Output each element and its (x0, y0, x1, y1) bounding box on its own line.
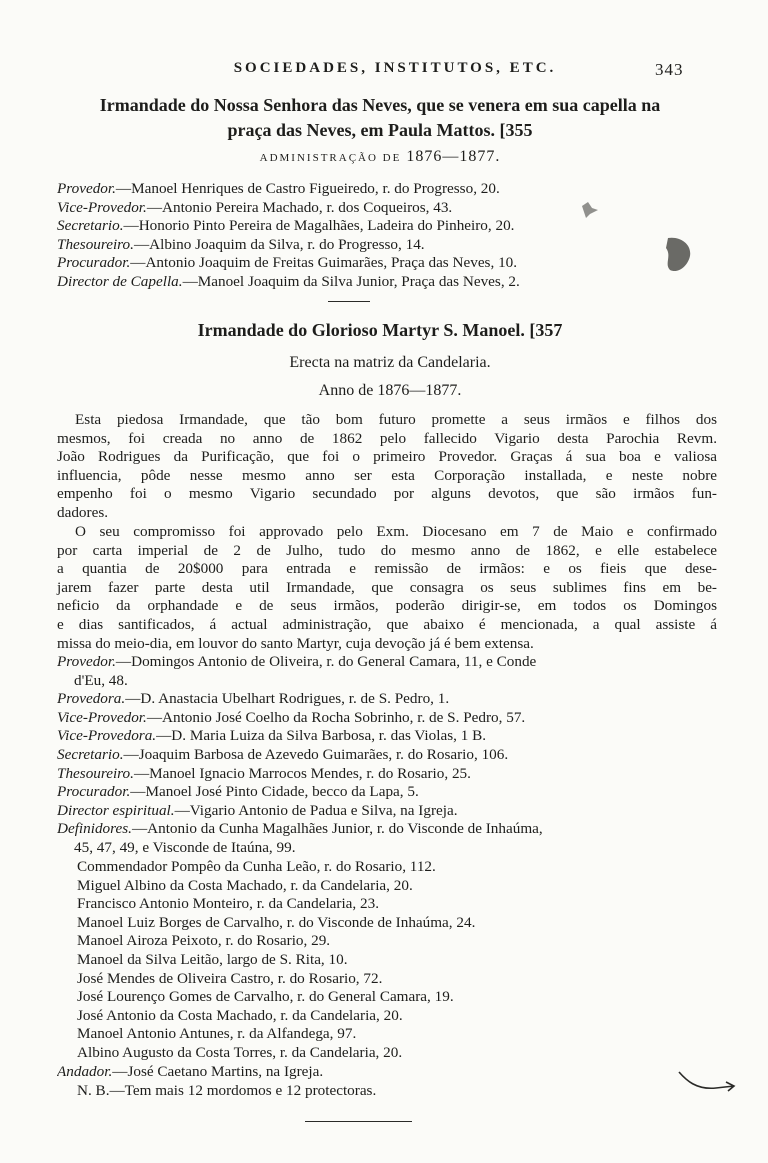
andador-line (57, 1063, 717, 1082)
ink-flourish-icon (676, 1070, 740, 1096)
short-divider (328, 301, 370, 302)
paragraph-line: empenho foi o mesmo Vigario secundado por alguns devotos, que são irmãos fun- (57, 485, 717, 503)
paragraph-line: João Rodrigues da Purificação, que foi o primeiro Provedor. Graças á sua boa e valiosa (57, 448, 717, 466)
section2-officer-row (57, 653, 717, 672)
officer-role: Provedor. (57, 653, 116, 670)
officer-entry: —Antonio Pereira Machado, r. dos Coqueiros, 43. (146, 198, 453, 216)
member-row: Commendador Pompêo da Cunha Leão, r. do Rosario, 112. (77, 858, 436, 875)
officer-role: Vice-Provedor. (57, 198, 147, 216)
member-row: Manoel Antonio Antunes, r. da Alfandega, 97. (77, 1025, 357, 1043)
paragraph-line: O seu compromisso foi approvado pelo Exm. Diocesano em 7 de Maio e confirmado (75, 523, 717, 540)
member-row: Miguel Albino da Costa Machado, r. da Candelaria, 20. (77, 876, 413, 894)
paragraph-line: Esta piedosa Irmandade, que tão bom futuro promette a seus irmãos e filhos dos (75, 411, 717, 428)
officer-entry: —Domingos Antonio de Oliveira, r. do General Camara, 11, e Conde (115, 653, 537, 670)
paragraph-line: missa do meio-dia, em louvor do santo Martyr, cuja devoção já é bem extensa. (57, 634, 534, 652)
paragraph-line: a quantia de 20$000 para entrada e remissão de irmãos: e os fieis que dese- (57, 560, 717, 578)
officer-entry: —Manoel José Pinto Cidade, becco da Lapa, 5. (130, 783, 419, 801)
officer-entry: —D. Anastacia Ubelhart Rodrigues, r. de S. Pedro, 1. (125, 690, 450, 708)
paragraph-line: mesmos, foi creada no anno de 1862 pelo fallecido Vigario desta Parochia Revm. (57, 429, 717, 447)
administration-heading (60, 148, 700, 166)
administration-years: 1876—1877. (406, 148, 501, 165)
officer-entry: —Antonio Joaquim de Freitas Guimarães, Praça das Neves, 10. (130, 254, 518, 272)
member-row: Albino Augusto da Costa Torres, r. da Candelaria, 20. (77, 1043, 403, 1061)
officer-role: Procurador. (57, 254, 131, 272)
section1-title-line2: praça das Neves, em Paula Mattos. [355 (227, 120, 533, 140)
officer-entry: —D. Maria Luiza da Silva Barbosa, r. das Violas, 1 B. (156, 727, 487, 745)
section2-year: Anno de 1876—1877. (318, 382, 462, 399)
officer-entry: —Manoel Joaquim da Silva Junior, Praça das Neves, 2. (182, 272, 520, 290)
section2-title: Irmandade do Glorioso Martyr S. Manoel. [357 (197, 320, 563, 340)
section2-officer-row (57, 727, 717, 746)
page-number: 343 (655, 60, 684, 79)
section1-officer-row (57, 273, 717, 292)
section2-subtitle: Erecta na matriz da Candelaria. (289, 354, 491, 371)
officer-entry: —Manoel Henriques de Castro Figueiredo, r. do Progresso, 20. (115, 180, 500, 197)
section2-officers-list (57, 653, 717, 858)
officer-entry: d'Eu, 48. (74, 671, 128, 689)
paragraph-line: dadores. (57, 503, 109, 521)
officer-role: Vice-Provedor. (57, 708, 147, 726)
officer-role: Provedor. (57, 180, 116, 197)
officer-role: Secretario. (57, 745, 124, 763)
section2-officer-row (57, 672, 717, 691)
paragraph-compromisso (57, 523, 717, 653)
officer-role: Secretario. (57, 217, 124, 235)
officer-role: Director espiritual. (57, 801, 175, 819)
section2-officer-row (57, 690, 717, 709)
section2-officer-row (57, 839, 717, 858)
paragraph-line: por carta imperial de 2 de Julho, tudo do mesmo anno de 1862, e elle estabelece (57, 541, 717, 559)
paragraph-line: jarem fazer parte desta util Irmandade, que consagra os seus sublimes fins em be- (57, 578, 717, 596)
officer-entry: —Honorio Pinto Pereira de Magalhães, Ladeira do Pinheiro, 20. (123, 217, 515, 235)
section1-officer-row (57, 199, 717, 218)
section1-officer-row (57, 236, 717, 255)
paragraph-line: neficio da orphandade e de seus irmãos, poderão dirigir-se, em todos os Domingos (57, 597, 717, 615)
officer-entry: —Vigario Antonio de Padua e Silva, na Igreja. (174, 801, 458, 819)
paragraph-history (57, 411, 717, 523)
andador-text: —José Caetano Martins, na Igreja. (112, 1063, 324, 1080)
officer-entry: —Manoel Ignacio Marrocos Mendes, r. do Rosario, 25. (133, 764, 471, 782)
administration-prefix: ADMINISTRAÇÃO DE (259, 152, 402, 164)
officer-entry: 45, 47, 49, e Visconde de Itaúna, 99. (74, 838, 296, 856)
section1-title-line1: Irmandade do Nossa Senhora das Neves, que se venera em sua capella na (99, 95, 661, 115)
member-row: Manoel Luiz Borges de Carvalho, r. do Visconde de Inhaúma, 24. (77, 913, 476, 931)
officer-role: Thesoureiro. (57, 764, 134, 782)
officer-role: Procurador. (57, 783, 131, 801)
officer-entry: —Antonio José Coelho da Rocha Sobrinho, r. de S. Pedro, 57. (146, 708, 526, 726)
officer-role: Definidores. (57, 820, 132, 838)
andador-role: Andador. (57, 1063, 113, 1080)
member-row: José Mendes de Oliveira Castro, r. do Rosario, 72. (77, 969, 383, 987)
ink-speck-icon (578, 200, 602, 220)
note-line (57, 1082, 717, 1101)
member-row: José Lourenço Gomes de Carvalho, r. do General Camara, 19. (77, 988, 454, 1006)
section2-officer-row (57, 746, 717, 765)
member-row: Manoel Airoza Peixoto, r. do Rosario, 29. (77, 932, 331, 950)
member-row: Manoel da Silva Leitão, largo de S. Rita, 10. (77, 950, 348, 968)
officer-role: Provedora. (57, 690, 126, 708)
section2-officer-row (57, 709, 717, 728)
section2-members-list (57, 858, 717, 1063)
section1-officers-list (57, 180, 717, 292)
section2-officer-row (57, 820, 717, 839)
officer-entry: —Antonio da Cunha Magalhães Junior, r. do Visconde de Inhaúma, (131, 820, 543, 838)
section2-officer-row (57, 802, 717, 821)
running-title: SOCIEDADES, INSTITUTOS, ETC. (233, 60, 557, 76)
paragraph-line: influencia, pôde nesse mesmo anno ser esta Corporação installada, e neste nobre (57, 466, 717, 484)
member-row: Francisco Antonio Monteiro, r. da Candelaria, 23. (77, 895, 379, 913)
section1-officer-row (57, 180, 717, 199)
officer-role: Thesoureiro. (57, 235, 134, 253)
section1-officer-row (57, 254, 717, 273)
officer-role: Director de Capella. (57, 272, 183, 290)
officer-entry: —Albino Joaquim da Silva, r. do Progresso, 14. (133, 235, 425, 253)
ink-blot-icon (660, 234, 700, 278)
member-row: José Antonio da Costa Machado, r. da Candelaria, 20. (77, 1006, 403, 1024)
section2-officer-row (57, 765, 717, 784)
end-rule (305, 1121, 412, 1122)
section2-officer-row (57, 783, 717, 802)
officer-entry: —Joaquim Barbosa de Azevedo Guimarães, r. do Rosario, 106. (123, 745, 509, 763)
nota-bene: N. B.—Tem mais 12 mordomos e 12 protectoras. (77, 1082, 377, 1099)
officer-role: Vice-Provedora. (57, 727, 157, 745)
section1-officer-row (57, 217, 717, 236)
paragraph-line: e dias santificados, á actual administração, que abaixo é mencionada, a qual assiste á (57, 615, 717, 633)
